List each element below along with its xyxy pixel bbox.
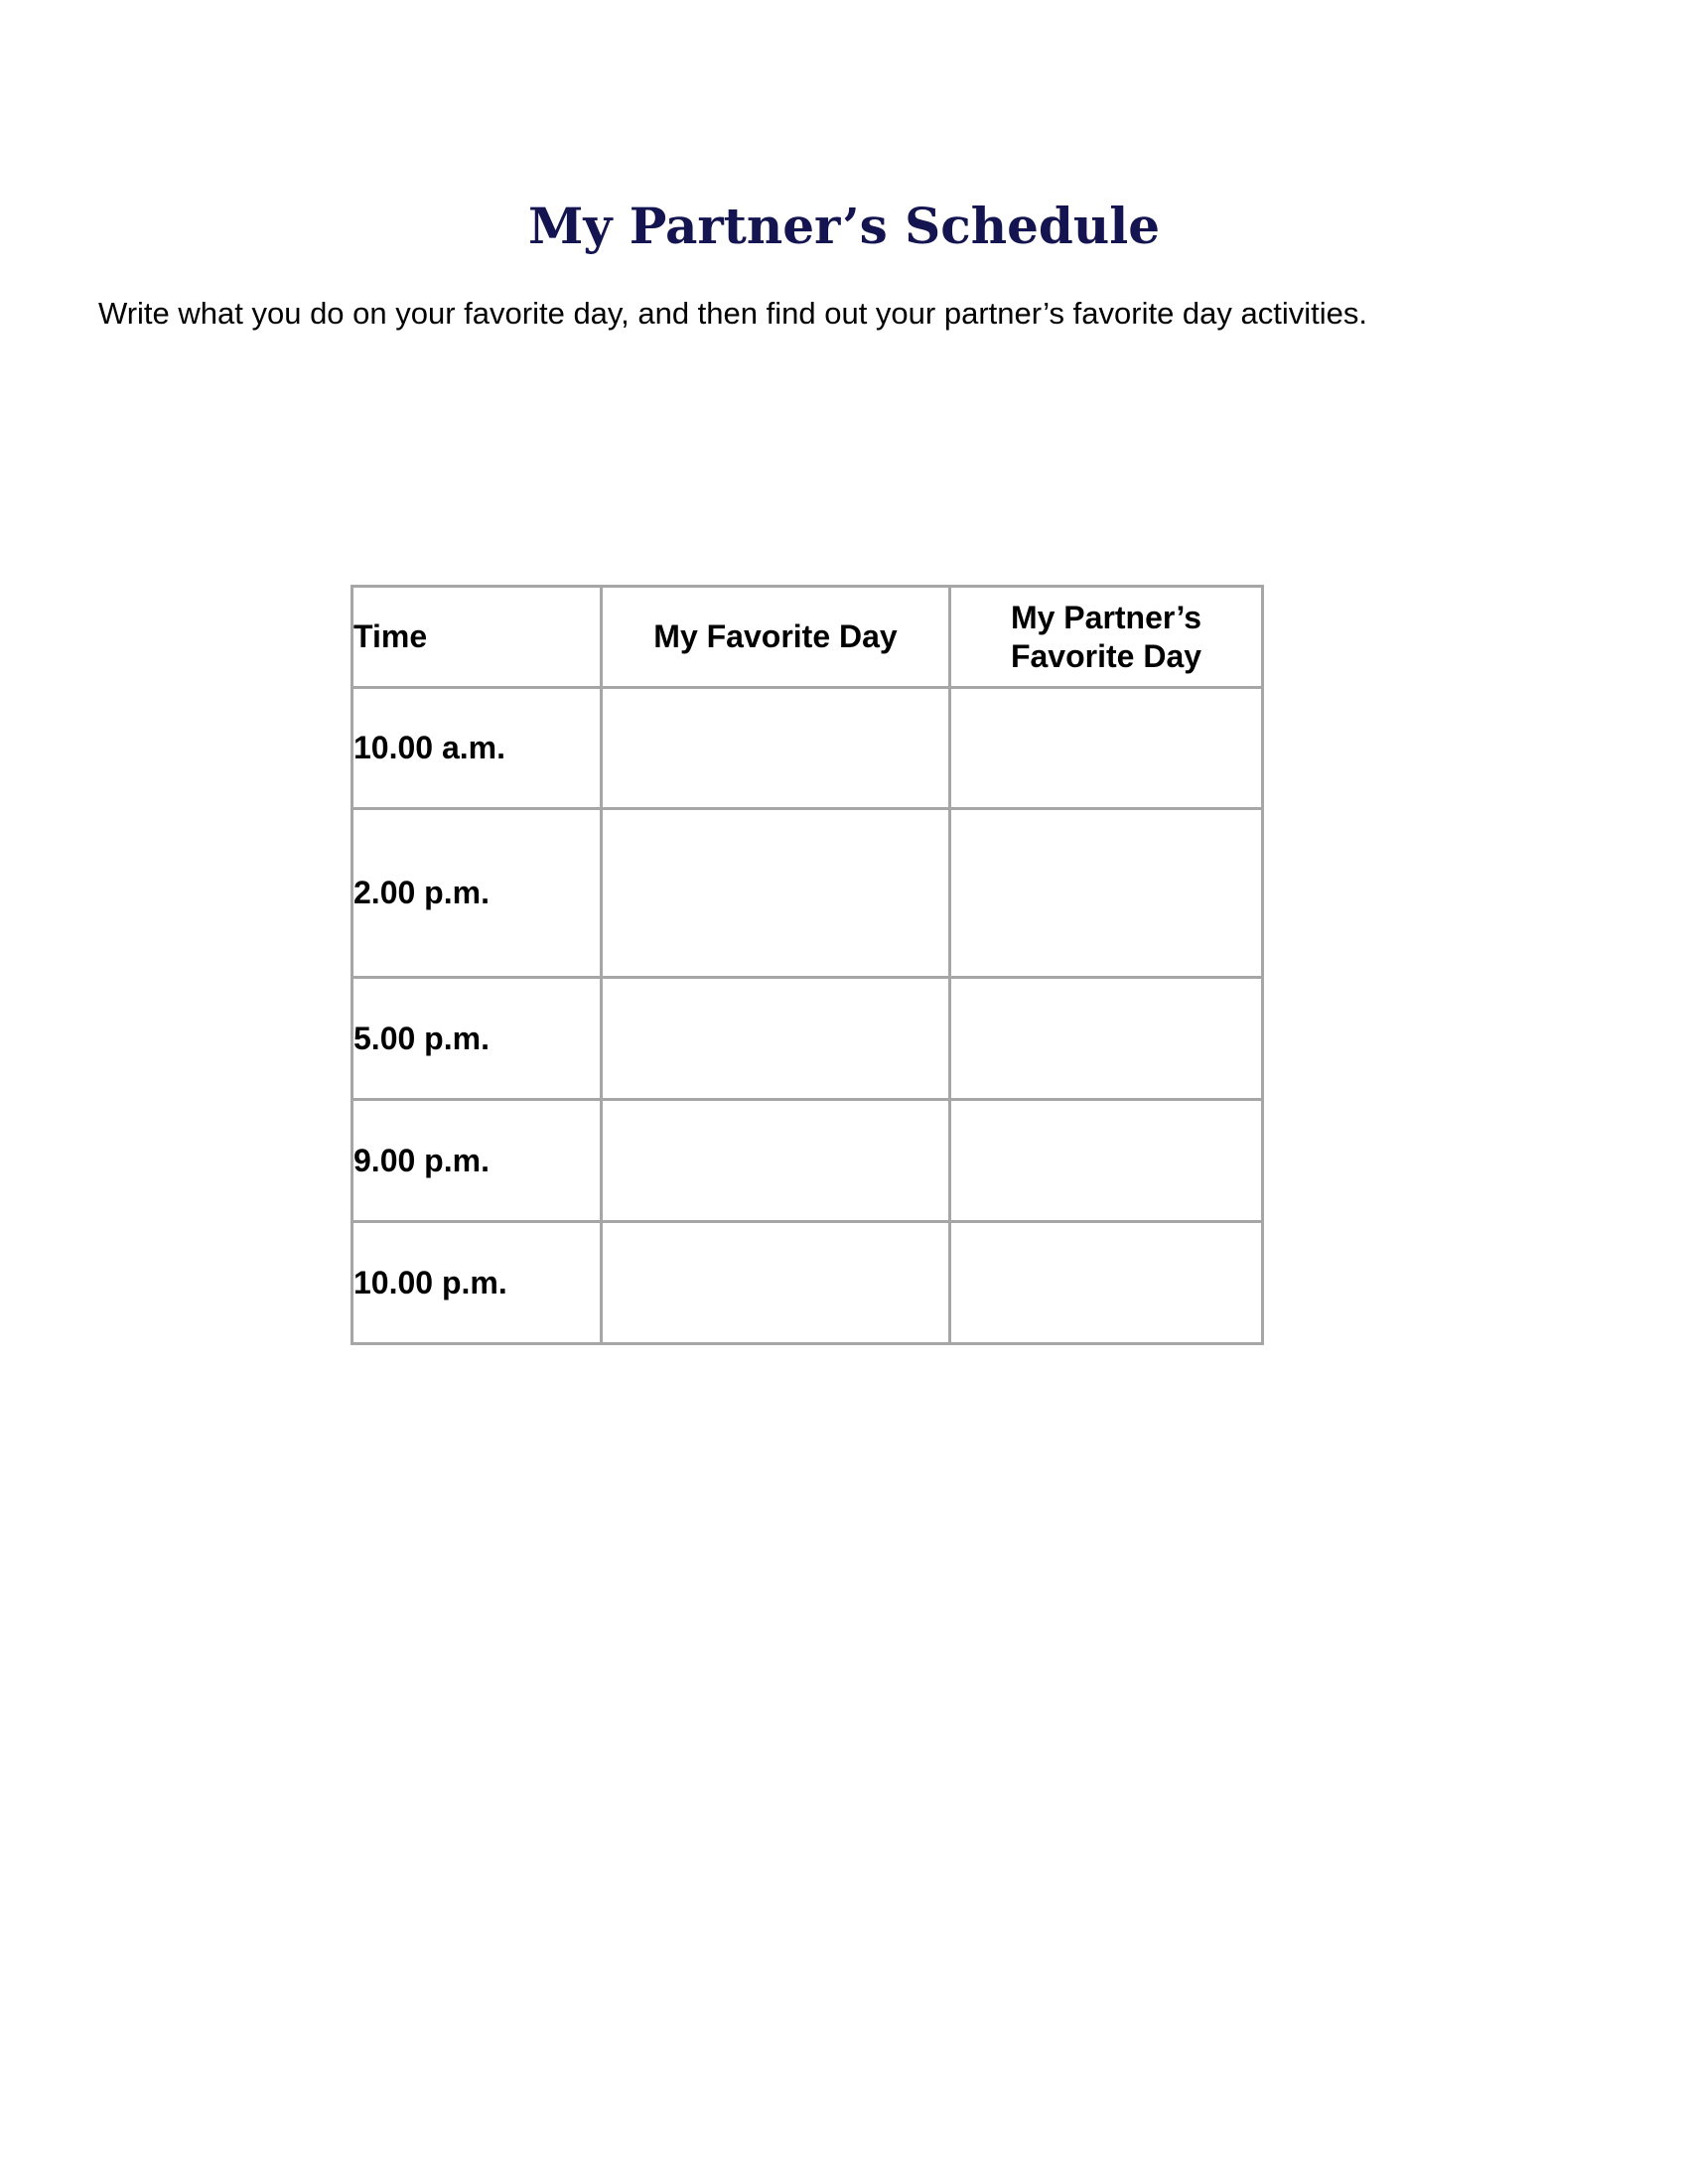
header-partner-line-1: My Partner’s <box>1010 599 1202 635</box>
table-row <box>352 1222 1263 1344</box>
table-header-row <box>352 587 1263 688</box>
partner-day-cell[interactable] <box>950 809 1263 978</box>
table-row <box>352 809 1263 978</box>
partner-day-cell[interactable] <box>950 1100 1263 1222</box>
schedule-table <box>351 585 1264 1345</box>
my-day-cell[interactable] <box>602 978 950 1100</box>
partner-day-cell[interactable] <box>950 978 1263 1100</box>
header-my-favorite-day: My Favorite Day <box>602 587 950 688</box>
time-cell: 10.00 a.m. <box>352 688 602 809</box>
instructions-text: Write what you do on your favorite day, and then find out your partner’s favorite day activities. <box>98 296 1368 331</box>
table-row <box>352 1100 1263 1222</box>
header-partner-line-2: Favorite Day <box>1010 637 1202 674</box>
my-day-cell[interactable] <box>602 809 950 978</box>
my-day-cell[interactable] <box>602 688 950 809</box>
my-day-cell[interactable] <box>602 1222 950 1344</box>
page-title: My Partner’s Schedule <box>527 197 1161 255</box>
time-cell: 9.00 p.m. <box>352 1100 602 1222</box>
header-time: Time <box>352 587 602 688</box>
header-partner-favorite-day <box>950 587 1263 688</box>
time-cell: 2.00 p.m. <box>352 809 602 978</box>
time-cell: 10.00 p.m. <box>352 1222 602 1344</box>
partner-day-cell[interactable] <box>950 1222 1263 1344</box>
partner-day-cell[interactable] <box>950 688 1263 809</box>
table-row <box>352 688 1263 809</box>
table-row <box>352 978 1263 1100</box>
my-day-cell[interactable] <box>602 1100 950 1222</box>
time-cell: 5.00 p.m. <box>352 978 602 1100</box>
